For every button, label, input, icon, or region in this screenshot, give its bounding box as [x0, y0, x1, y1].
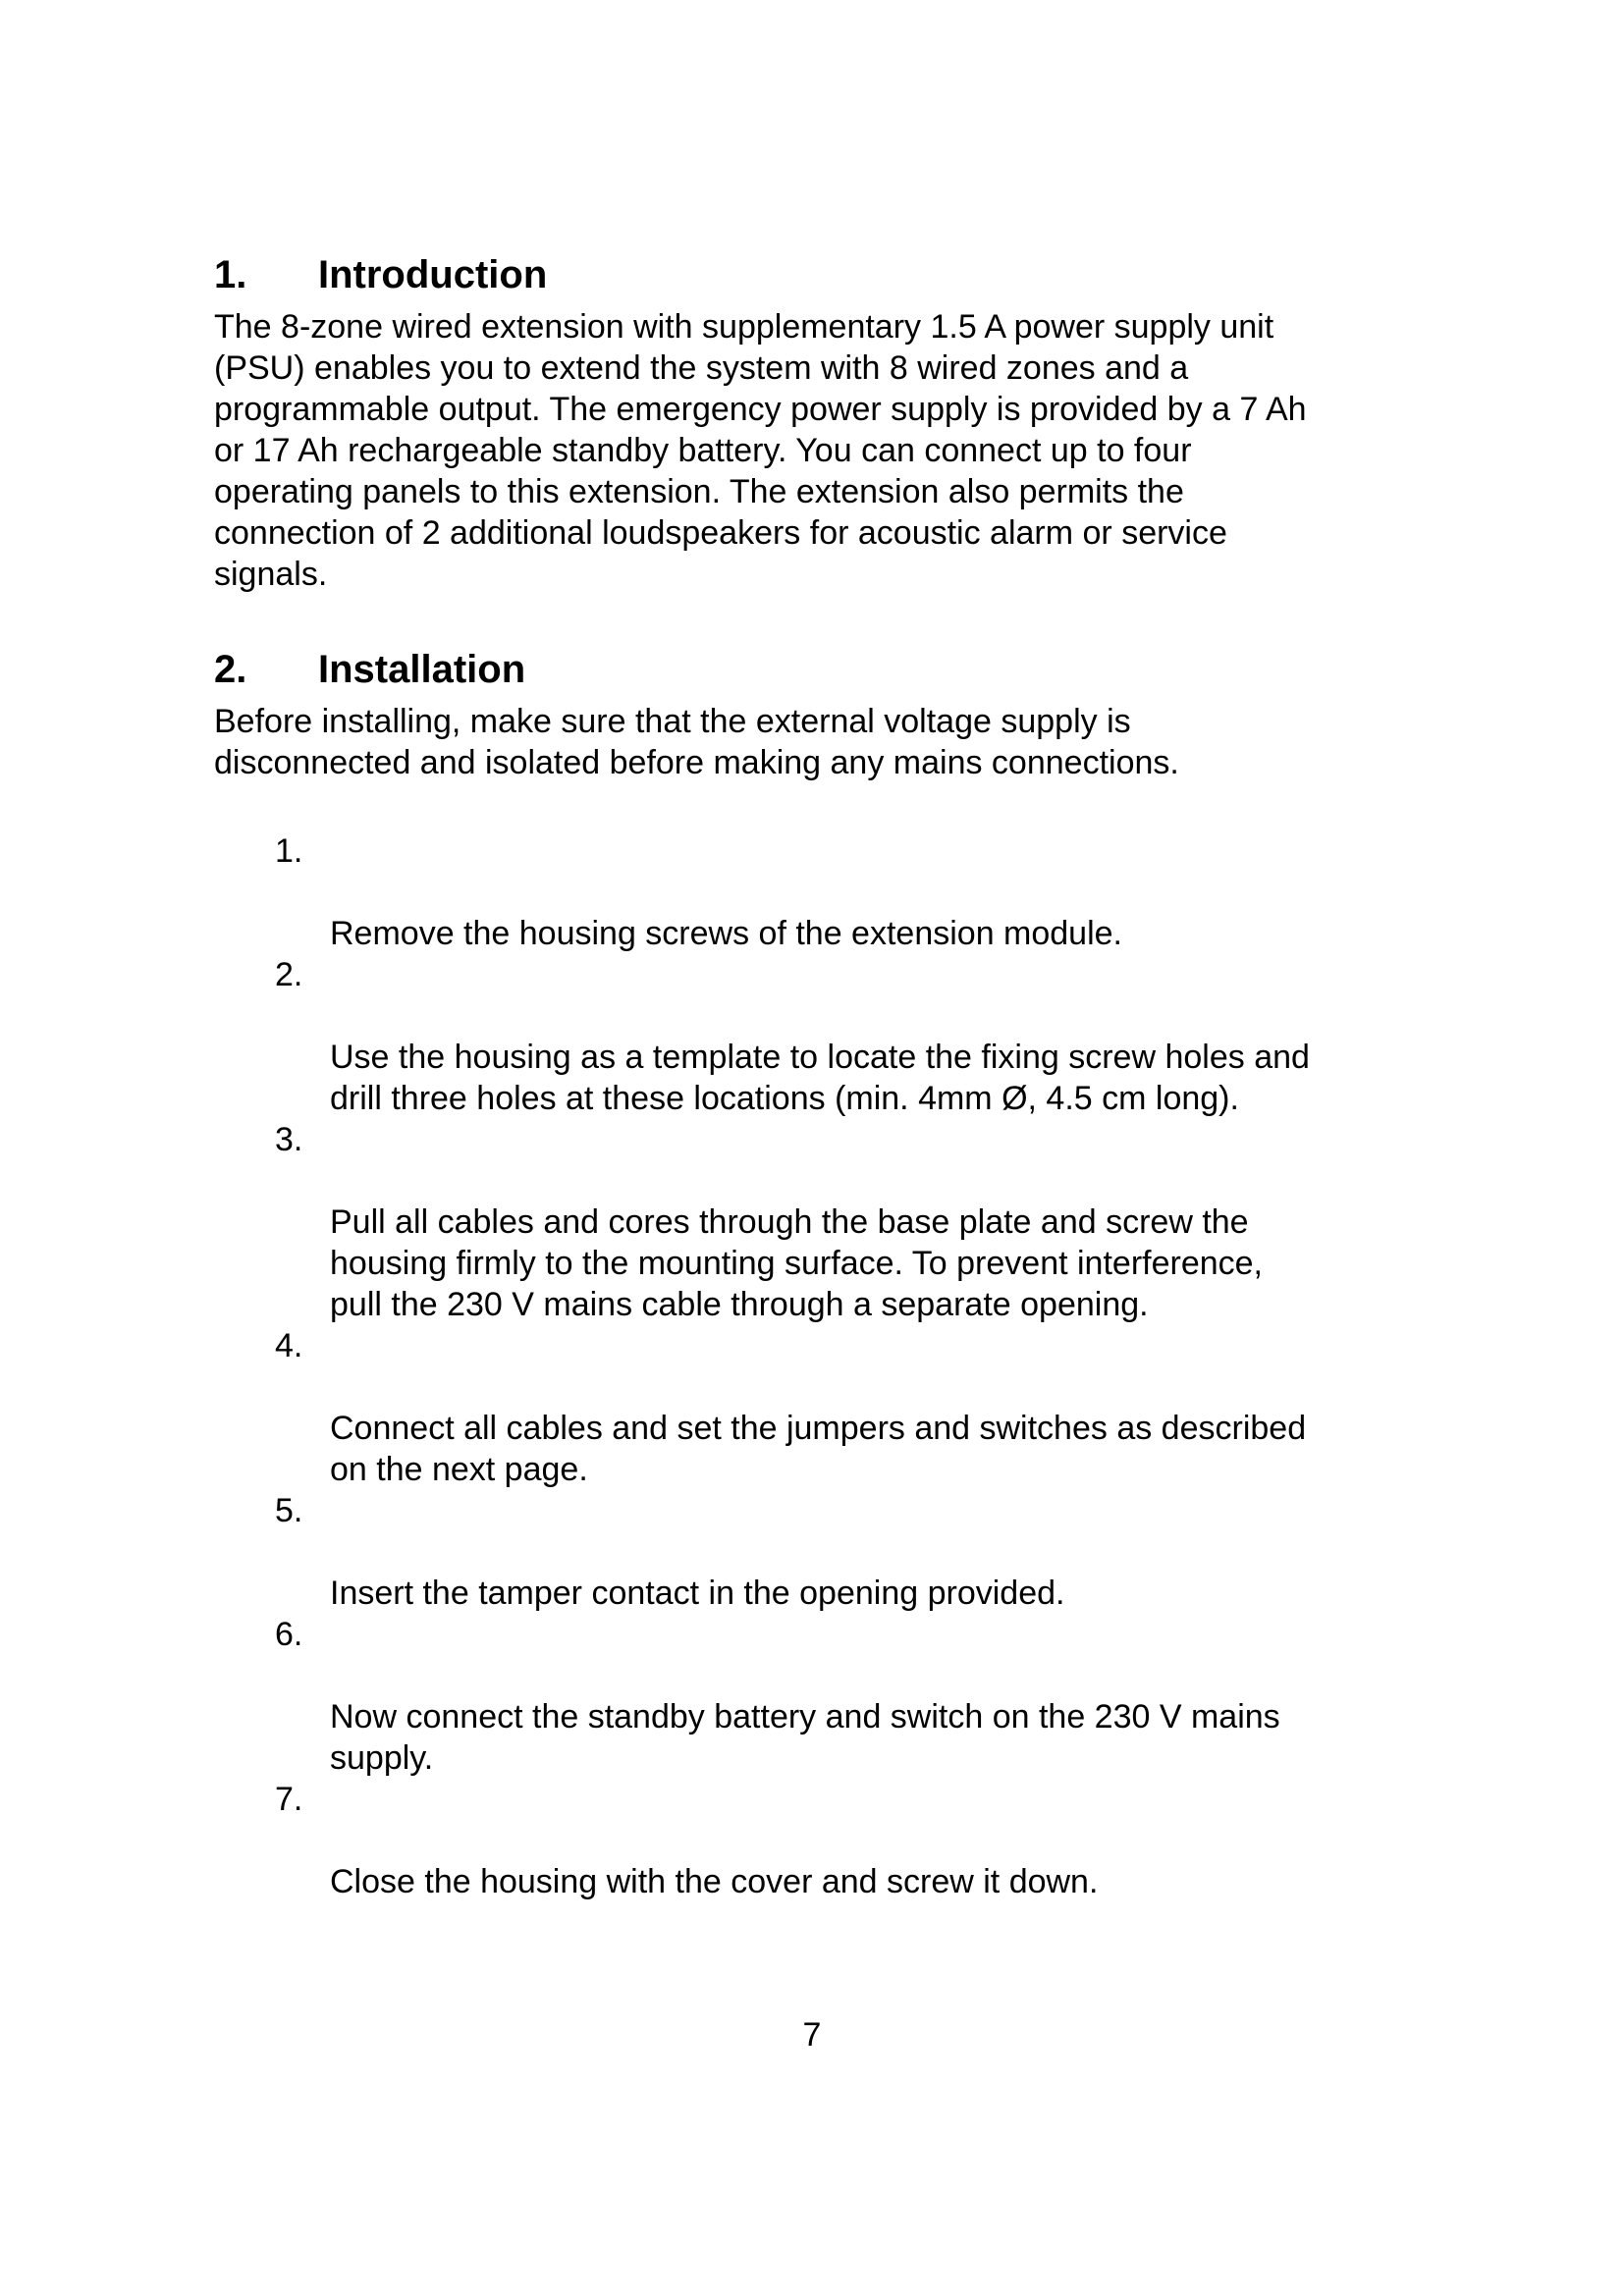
list-item-text: Now connect the standby battery and switch on the 230 V mains supply.: [330, 1698, 1280, 1777]
page-number: 7: [802, 2016, 822, 2054]
list-item-number: 6.: [275, 1616, 303, 1653]
list-item: [275, 1325, 1434, 1490]
list-item-number: 3.: [275, 1121, 303, 1158]
list-item-number: 7.: [275, 1781, 303, 1818]
list-item-number: 1.: [275, 832, 303, 870]
list-item: [275, 1490, 1434, 1614]
introduction-paragraph: The 8-zone wired extension with supplementary 1.5 A power supply unit (PSU) enables you to extend the system with 8 wired zones and a programmable output. The emergency power supply is provided by a 7 Ah or 17 Ah rechargeable standby battery. You can connect up to four operating panels to this extension. The extension also permits the connection of 2 additional loudspeakers for acoustic alarm or service signals.: [214, 308, 1307, 593]
list-item-text: Remove the housing screws of the extension module.: [330, 915, 1123, 952]
list-item-text: Connect all cables and set the jumpers and switches as described on the next page.: [330, 1410, 1307, 1488]
list-item: [275, 830, 1434, 954]
list-item: [275, 954, 1434, 1119]
list-item-number: 2.: [275, 956, 303, 993]
list-item: [275, 1614, 1434, 1779]
list-item-text: Use the housing as a template to locate the fixing screw holes and drill three holes at these locations (min. 4mm Ø, 4.5 cm long).: [330, 1039, 1310, 1117]
introduction-section: [214, 251, 1422, 595]
list-item-number: 4.: [275, 1327, 303, 1364]
introduction-heading-number: 1.: [214, 253, 247, 296]
introduction-heading: [214, 251, 1422, 298]
list-item-text: Pull all cables and cores through the base plate and screw the housing firmly to the mounting surface. To prevent interference, pull the 230 V mains cable through a separate opening.: [330, 1203, 1263, 1323]
installation-heading-title: Installation: [318, 648, 526, 691]
list-item: [275, 1779, 1434, 1902]
list-item-text: Close the housing with the cover and screw it down.: [330, 1863, 1099, 1900]
introduction-heading-title: Introduction: [318, 253, 548, 296]
list-item: [275, 1119, 1434, 1325]
installation-steps-list: [275, 830, 1434, 1902]
installation-heading: [214, 646, 1422, 693]
installation-heading-number: 2.: [214, 648, 247, 691]
list-item-number: 5.: [275, 1492, 303, 1529]
installation-paragraph: Before installing, make sure that the external voltage supply is disconnected and isolated before making any mains connections.: [214, 703, 1179, 781]
installation-section: [214, 646, 1422, 783]
list-item-text: Insert the tamper contact in the opening provided.: [330, 1575, 1065, 1612]
